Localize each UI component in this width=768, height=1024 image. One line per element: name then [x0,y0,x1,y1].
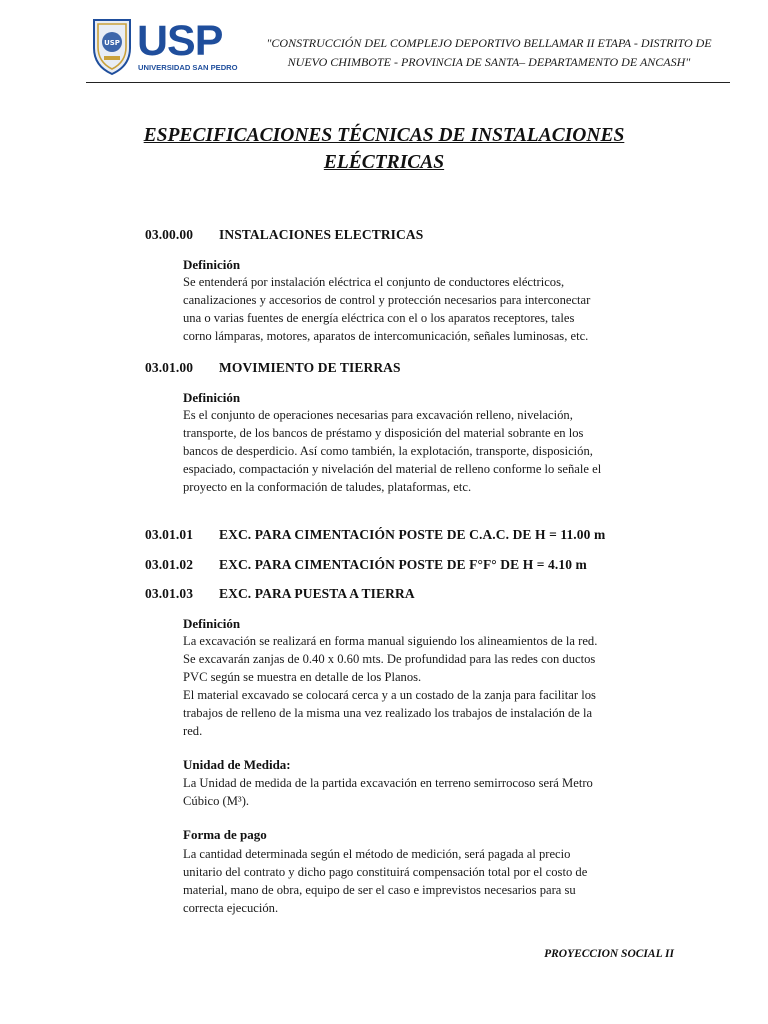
text-line: canalizaciones y accesorios de control y protección necesarios para interconectar [183,293,591,307]
section-title: EXC. PARA PUESTA A TIERRA [219,586,415,601]
page-footer: PROYECCION SOCIAL II [544,948,674,960]
section-heading-03-01-00 [145,360,401,376]
payment-method-paragraph [183,845,658,917]
definition-label: Definición [183,257,241,272]
text-line: corno lámparas, motores, aparatos de intercomunicación, señales luminosas, etc. [183,329,589,343]
text-line: El material excavado se colocará cerca y a un costado de la zanja para facilitar los [183,688,596,702]
document-title-line-2: ELÉCTRICAS [323,152,445,173]
section-code: 03.01.03 [145,586,194,601]
text-line: La excavación se realizará en forma manual siguiendo los alineamientos de la red. [183,634,598,648]
section-title: EXC. PARA CIMENTACIÓN POSTE DE F°F° DE H = 4.10 m [219,557,587,572]
text-line: trabajos de relleno de la misma una vez realizado los trabajos de instalación de la [183,706,593,720]
unit-of-measure-label: Unidad de Medida: [183,757,291,772]
text-line: La Unidad de medida de la partida excavación en terreno semirrocoso será Metro [183,776,593,790]
section-heading-03-01-02 [145,557,587,573]
logo-subtitle: UNIVERSIDAD SAN PEDRO [138,63,238,72]
usp-logo [90,14,250,76]
text-line: Se excavarán zanjas de 0.40 x 0.60 mts. De profundidad para las redes con ductos [183,652,596,666]
text-line: correcta ejecución. [183,901,279,915]
section-title: MOVIMIENTO DE TIERRAS [219,360,401,375]
page-header [0,0,768,84]
crest-text: USP [104,39,120,47]
text-line: Cúbico (M³). [183,794,250,808]
logo-acronym: USP [137,17,223,65]
crest-icon [94,20,130,74]
text-line: La cantidad determinada según el método de medición, será pagada al precio [183,847,571,861]
text-line: bancos de desperdicio. Así como también, la explotación, transporte, disposición, [183,444,593,458]
text-line: una o varias fuentes de energía eléctrica con el o los aparatos receptores, tales [183,311,575,325]
text-line: Se entenderá por instalación eléctrica el conjunto de conductores eléctricos, [183,275,565,289]
project-title [254,34,724,72]
text-line: transporte, de los bancos de préstamo y disposición del material sobrante en los [183,426,584,440]
section-title: EXC. PARA CIMENTACIÓN POSTE DE C.A.C. DE H = 11.00 m [219,527,606,542]
definition-paragraph-2 [183,406,658,496]
project-title-line-2: NUEVO CHIMBOTE - PROVINCIA DE SANTA– DEPARTAMENTO DE ANCASH" [287,55,691,69]
text-line: unitario del contrato y dicho pago constituirá compensación total por el costo de [183,865,588,879]
header-divider [86,82,730,83]
section-heading-03-01-03 [145,586,415,602]
section-code: 03.00.00 [145,227,194,242]
text-line: Es el conjunto de operaciones necesarias para excavación relleno, nivelación, [183,408,573,422]
definition-paragraph-3 [183,632,658,740]
text-line: proyecto en la conformación de taludes, plataformas, etc. [183,480,472,494]
definition-label: Definición [183,616,241,631]
text-line: red. [183,724,203,738]
document-title [110,122,658,176]
section-code: 03.01.02 [145,557,194,572]
definition-paragraph-1 [183,273,658,345]
unit-of-measure-paragraph [183,774,658,810]
project-title-line-1: "CONSTRUCCIÓN DEL COMPLEJO DEPORTIVO BELLAMAR II ETAPA - DISTRITO DE [266,36,712,50]
section-title: INSTALACIONES ELECTRICAS [219,227,424,242]
section-heading-03-00-00 [145,227,423,243]
text-line: PVC según se muestra en detalle de los Planos. [183,670,422,684]
section-heading-03-01-01 [145,527,605,543]
section-code: 03.01.00 [145,360,194,375]
payment-method-label: Forma de pago [183,827,267,842]
definition-label: Definición [183,390,241,405]
text-line: espaciado, compactación y nivelación del material de relleno conforme lo señale el [183,462,602,476]
document-title-line-1: ESPECIFICACIONES TÉCNICAS DE INSTALACIONES [143,125,625,146]
section-code: 03.01.01 [145,527,194,542]
text-line: material, mano de obra, equipo de ser el caso e imprevistos necesarios para su [183,883,576,897]
